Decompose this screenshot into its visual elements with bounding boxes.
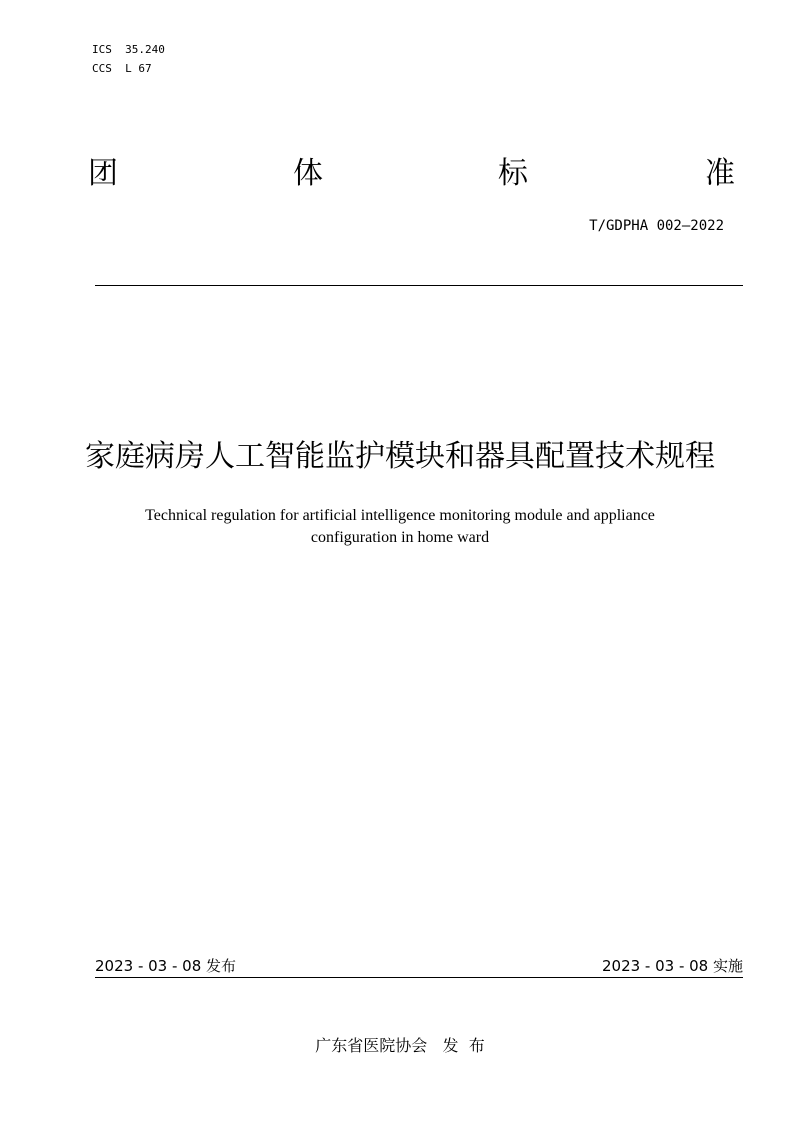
title-english xyxy=(100,505,700,549)
ccs-code: CCS L 67 xyxy=(92,62,152,75)
title-english-line-1: Technical regulation for artificial intelligence monitoring module and appliance xyxy=(145,507,655,524)
classification-codes xyxy=(92,40,165,78)
implementation-date: 2023 - 03 - 08 实施 xyxy=(601,957,743,975)
top-divider xyxy=(95,285,743,286)
standard-number: T/GDPHA 002—2022 xyxy=(589,218,724,234)
bottom-divider xyxy=(95,977,743,978)
title-english-line-2: configuration in home ward xyxy=(310,529,490,546)
issue-date: 2023 - 03 - 08 发布 xyxy=(95,957,237,975)
standard-type-char-1: 团 xyxy=(88,156,118,191)
standard-type-heading xyxy=(88,156,738,196)
standard-type-char-4: 准 xyxy=(705,156,735,191)
standard-type-char-2: 体 xyxy=(293,156,323,191)
standard-type-char-3: 标 xyxy=(498,156,528,191)
publisher: 广东省医院协会 发 布 xyxy=(315,1036,485,1055)
ics-code: ICS 35.240 xyxy=(92,43,165,56)
title-chinese: 家庭病房人工智能监护模块和器具配置技术规程 xyxy=(85,439,715,474)
